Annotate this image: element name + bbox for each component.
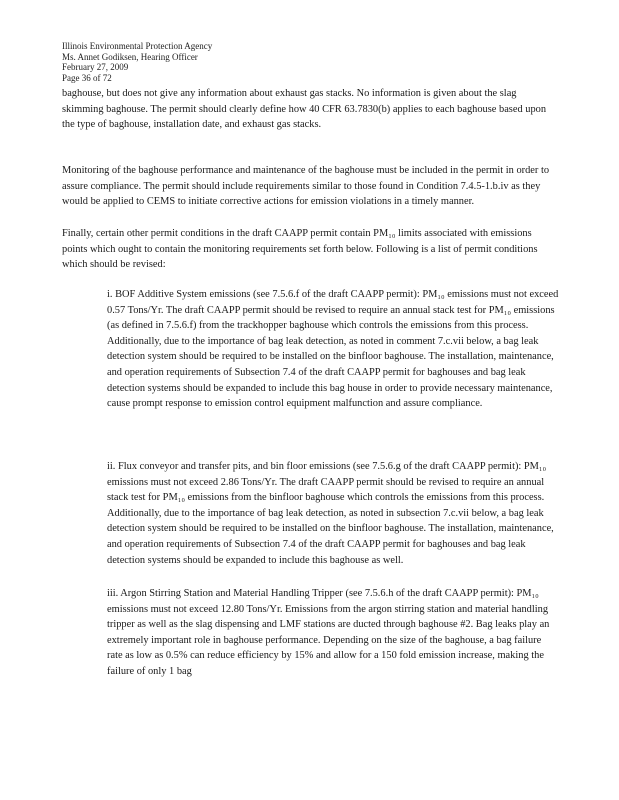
header-officer: Ms. Annet Godiksen, Hearing Officer [62, 51, 198, 62]
list-item-bof-additive: i. BOF Additive System emissions (see 7.5.6.f of the draft CAAPP permit): PM₁₀ emissions must not exceed 0.57 Tons/Yr. The draft CAAPP permit should be revised to require an annual stack test for PM₁₀ emissions (as defined in 7.5.6.f) from the trackhopper baghouse which controls the emissions from this process. Additionally, due to the importance of bag leak detection, as noted in comment 7.c.vii below, a bag leak detection system should be required to be installed on the binfloor baghouse. The installation, maintenance, and operation requirements of Subsection 7.4 of the draft CAAPP permit for baghouses and bag leak detection systems should be expanded to include this bag house in order to provide necessary maintenance, cause prompt response to emission control equipment malfunction and assure compliance. [107, 289, 559, 410]
letter-header [62, 41, 212, 83]
header-page-number: Page 36 of 72 [62, 72, 112, 83]
body-paragraph: baghouse, but does not give any information about exhaust gas stacks. No information is given about the slag skimming baghouse. The permit should clearly define how 40 CFR 63.7830(b) applies to each baghouse based upon the type of baghouse, installation date, and exhaust gas stacks. [62, 88, 547, 131]
header-date: February 27, 2009 [62, 62, 129, 73]
body-paragraph: Finally, certain other permit conditions in the draft CAAPP permit contain PM₁₀ limits associated with emissions points which ought to contain the monitoring requirements set forth below. Following is a list of permit conditions which should be revised: [62, 228, 538, 271]
body-paragraph: Monitoring of the baghouse performance and maintenance of the baghouse must be included in the permit in order to assure compliance. The permit should include requirements similar to those found in Condition 7.4.5-1.b.iv as they would be applied to CEMS to initiate corrective actions for emission violations in a timely manner. [62, 165, 550, 208]
list-item-flux-conveyor: ii. Flux conveyor and transfer pits, and bin floor emissions (see 7.5.6.g of the draft CAAPP permit): PM₁₀ emissions must not exceed 2.86 Tons/Yr. The draft CAAPP permit should be revised to require an annual stack test for PM₁₀ emissions from the binfloor baghouse which controls the emissions from this process. Additionally, due to the importance of bag leak detection, as noted in subsection 7.c.vii below, a bag leak detection system should be required to be installed on the binfloor baghouse. The installation, maintenance, and operation requirements of Subsection 7.4 of the draft CAAPP permit for baghouses and bag leak detection systems should be expanded to include this baghouse as well. [107, 461, 554, 566]
list-item-argon-stirring: iii. Argon Stirring Station and Material Handling Tripper (see 7.5.6.h of the draft CAAPP permit): PM₁₀ emissions must not exceed 12.80 Tons/Yr. Emissions from the argon stirring station and material handling tripper as well as the slag dispensing and LMF stations are ducted through baghouse #2. Bag leaks play an extremely important role in baghouse performance. Depending on the size of the baghouse, a bag failure rate as low as 0.5% can reduce efficiency by 15% and allow for a 150 fold emission increase, making the failure of only 1 bag [107, 588, 550, 677]
header-agency: Illinois Environmental Protection Agency [62, 41, 213, 51]
